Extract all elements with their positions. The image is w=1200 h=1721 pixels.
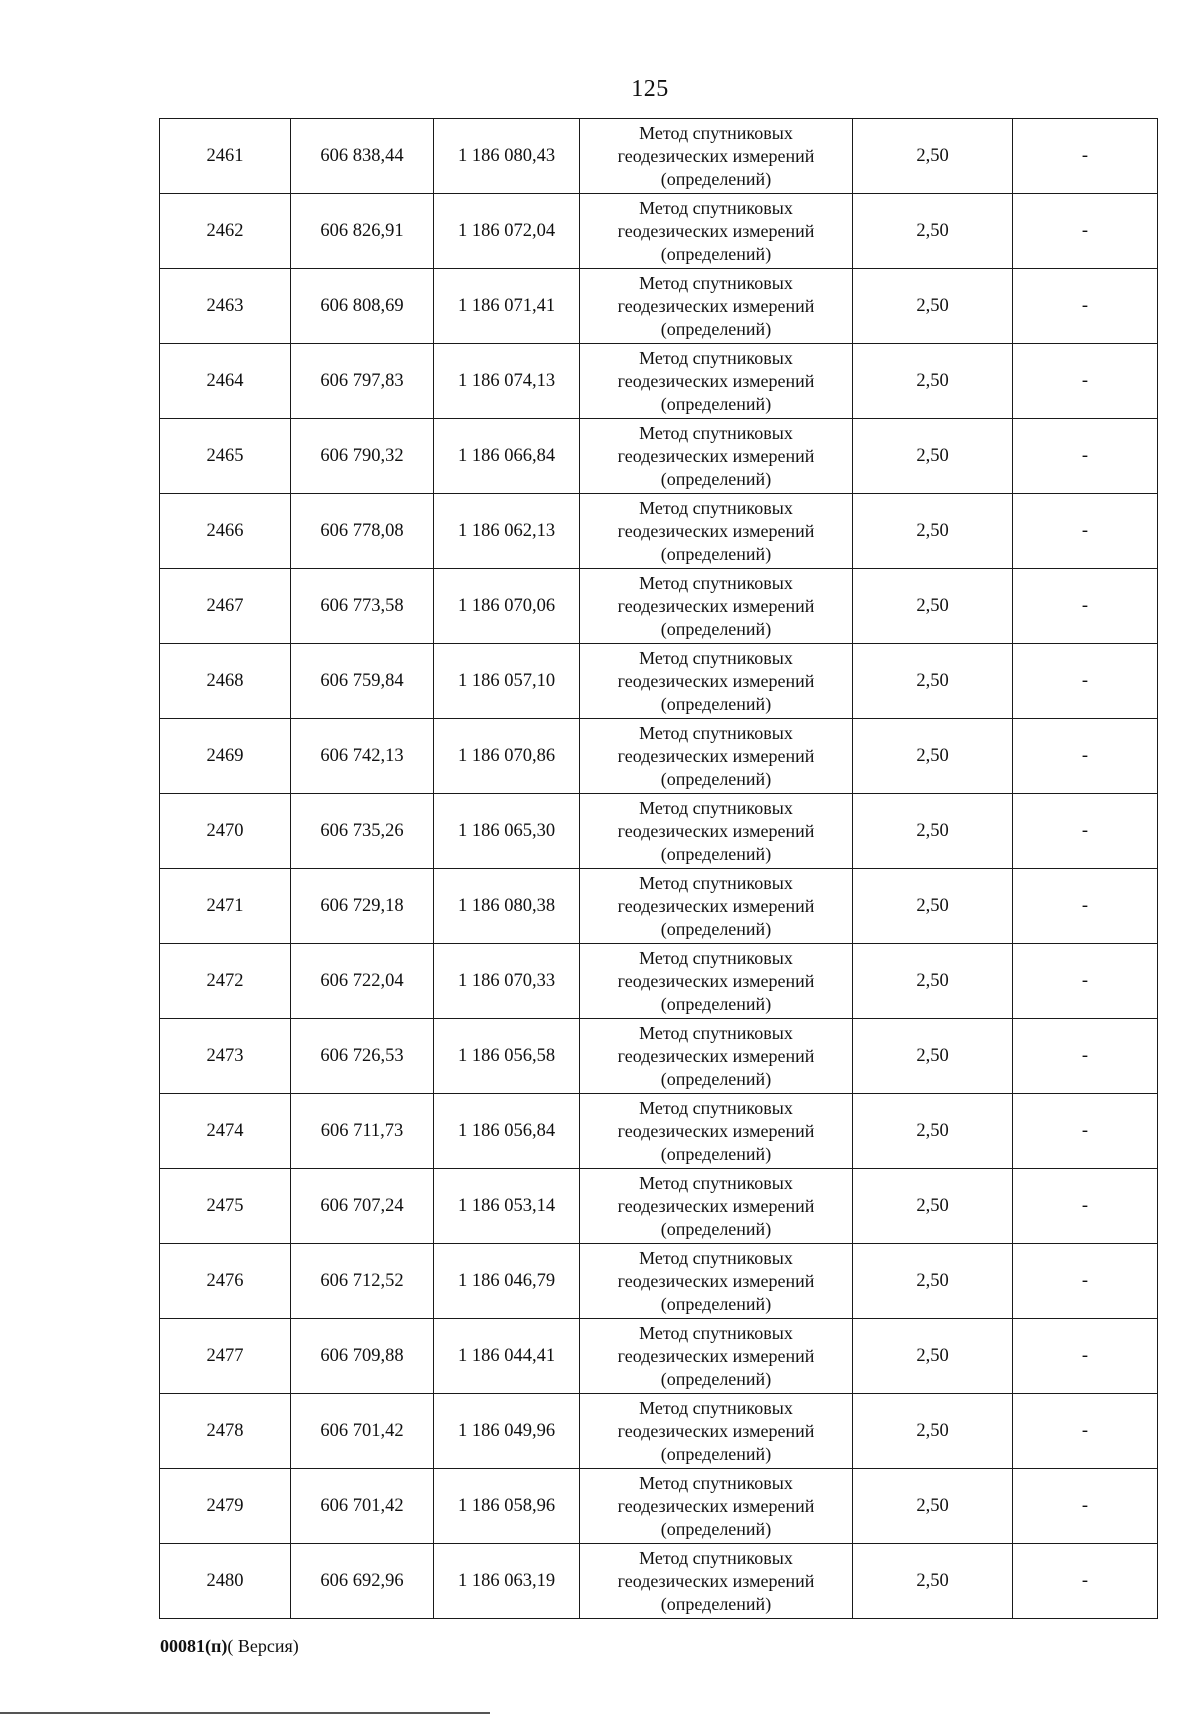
method-line: (определений) [660, 843, 772, 864]
note-cell: - [1013, 1019, 1158, 1094]
method-cell [580, 794, 853, 869]
method-line: геодезических измерений [617, 820, 815, 841]
note-cell: - [1013, 1544, 1158, 1619]
y-coordinate-cell: 1 186 065,30 [434, 794, 580, 869]
note-cell: - [1013, 869, 1158, 944]
y-coordinate-cell: 1 186 049,96 [434, 1394, 580, 1469]
method-line: Метод спутниковых [639, 1247, 793, 1268]
table-row [160, 194, 1158, 269]
table-row [160, 1469, 1158, 1544]
x-coordinate-cell: 606 778,08 [291, 494, 434, 569]
x-coordinate-cell: 606 701,42 [291, 1394, 434, 1469]
coordinates-table-body [160, 119, 1158, 1619]
method-cell [580, 194, 853, 269]
y-coordinate-cell: 1 186 057,10 [434, 644, 580, 719]
method-line: геодезических измерений [617, 1120, 815, 1141]
document-version: ( Версия) [227, 1636, 299, 1656]
method-line: (определений) [660, 1143, 772, 1164]
method-line: Метод спутниковых [639, 122, 793, 143]
method-cell [580, 944, 853, 1019]
accuracy-cell: 2,50 [853, 194, 1013, 269]
accuracy-cell: 2,50 [853, 944, 1013, 1019]
y-coordinate-cell: 1 186 072,04 [434, 194, 580, 269]
method-cell [580, 119, 853, 194]
method-line: геодезических измерений [617, 1270, 815, 1291]
method-line: (определений) [660, 1518, 772, 1539]
accuracy-cell: 2,50 [853, 1094, 1013, 1169]
y-coordinate-cell: 1 186 056,84 [434, 1094, 580, 1169]
method-line: Метод спутниковых [639, 422, 793, 443]
table-row [160, 1244, 1158, 1319]
y-coordinate-cell: 1 186 074,13 [434, 344, 580, 419]
method-line: Метод спутниковых [639, 722, 793, 743]
method-line: Метод спутниковых [639, 647, 793, 668]
accuracy-cell: 2,50 [853, 869, 1013, 944]
method-line: геодезических измерений [617, 145, 815, 166]
y-coordinate-cell: 1 186 063,19 [434, 1544, 580, 1619]
method-line: геодезических измерений [617, 970, 815, 991]
method-line: Метод спутниковых [639, 1097, 793, 1118]
x-coordinate-cell: 606 790,32 [291, 419, 434, 494]
accuracy-cell: 2,50 [853, 644, 1013, 719]
method-line: геодезических измерений [617, 1345, 815, 1366]
point-number-cell: 2467 [160, 569, 291, 644]
method-line: (определений) [660, 1218, 772, 1239]
method-line: геодезических измерений [617, 220, 815, 241]
method-line: Метод спутниковых [639, 947, 793, 968]
point-number-cell: 2465 [160, 419, 291, 494]
table-row [160, 344, 1158, 419]
accuracy-cell: 2,50 [853, 1019, 1013, 1094]
note-cell: - [1013, 719, 1158, 794]
method-line: (определений) [660, 918, 772, 939]
table-row [160, 944, 1158, 1019]
point-number-cell: 2466 [160, 494, 291, 569]
note-cell: - [1013, 494, 1158, 569]
accuracy-cell: 2,50 [853, 794, 1013, 869]
method-line: геодезических измерений [617, 1495, 815, 1516]
y-coordinate-cell: 1 186 070,86 [434, 719, 580, 794]
method-cell [580, 419, 853, 494]
x-coordinate-cell: 606 729,18 [291, 869, 434, 944]
note-cell: - [1013, 794, 1158, 869]
accuracy-cell: 2,50 [853, 344, 1013, 419]
table-row [160, 1319, 1158, 1394]
note-cell: - [1013, 1469, 1158, 1544]
x-coordinate-cell: 606 773,58 [291, 569, 434, 644]
x-coordinate-cell: 606 742,13 [291, 719, 434, 794]
note-cell: - [1013, 569, 1158, 644]
accuracy-cell: 2,50 [853, 1244, 1013, 1319]
page-number: 125 [631, 76, 669, 102]
table-row [160, 269, 1158, 344]
y-coordinate-cell: 1 186 066,84 [434, 419, 580, 494]
x-coordinate-cell: 606 726,53 [291, 1019, 434, 1094]
point-number-cell: 2472 [160, 944, 291, 1019]
x-coordinate-cell: 606 797,83 [291, 344, 434, 419]
table-row [160, 1544, 1158, 1619]
method-cell [580, 644, 853, 719]
method-cell [580, 869, 853, 944]
accuracy-cell: 2,50 [853, 569, 1013, 644]
point-number-cell: 2461 [160, 119, 291, 194]
point-number-cell: 2462 [160, 194, 291, 269]
note-cell: - [1013, 644, 1158, 719]
accuracy-cell: 2,50 [853, 119, 1013, 194]
note-cell: - [1013, 419, 1158, 494]
point-number-cell: 2473 [160, 1019, 291, 1094]
method-line: (определений) [660, 993, 772, 1014]
method-line: Метод спутниковых [639, 1172, 793, 1193]
note-cell: - [1013, 269, 1158, 344]
method-line: (определений) [660, 468, 772, 489]
note-cell: - [1013, 119, 1158, 194]
method-line: геодезических измерений [617, 745, 815, 766]
method-line: Метод спутниковых [639, 872, 793, 893]
x-coordinate-cell: 606 711,73 [291, 1094, 434, 1169]
method-line: геодезических измерений [617, 670, 815, 691]
method-line: (определений) [660, 168, 772, 189]
table-row [160, 569, 1158, 644]
table-row [160, 1394, 1158, 1469]
table-row [160, 119, 1158, 194]
accuracy-cell: 2,50 [853, 1169, 1013, 1244]
point-number-cell: 2476 [160, 1244, 291, 1319]
method-line: Метод спутниковых [639, 1397, 793, 1418]
method-cell [580, 1094, 853, 1169]
point-number-cell: 2464 [160, 344, 291, 419]
x-coordinate-cell: 606 808,69 [291, 269, 434, 344]
accuracy-cell: 2,50 [853, 494, 1013, 569]
table-row [160, 644, 1158, 719]
method-line: (определений) [660, 1068, 772, 1089]
method-line: геодезических измерений [617, 1045, 815, 1066]
note-cell: - [1013, 1169, 1158, 1244]
point-number-cell: 2480 [160, 1544, 291, 1619]
accuracy-cell: 2,50 [853, 1394, 1013, 1469]
x-coordinate-cell: 606 826,91 [291, 194, 434, 269]
accuracy-cell: 2,50 [853, 419, 1013, 494]
table-row [160, 869, 1158, 944]
y-coordinate-cell: 1 186 053,14 [434, 1169, 580, 1244]
method-cell [580, 269, 853, 344]
method-line: (определений) [660, 768, 772, 789]
method-cell [580, 1244, 853, 1319]
method-line: (определений) [660, 393, 772, 414]
x-coordinate-cell: 606 709,88 [291, 1319, 434, 1394]
point-number-cell: 2475 [160, 1169, 291, 1244]
y-coordinate-cell: 1 186 056,58 [434, 1019, 580, 1094]
method-cell [580, 1319, 853, 1394]
point-number-cell: 2470 [160, 794, 291, 869]
point-number-cell: 2471 [160, 869, 291, 944]
method-line: геодезических измерений [617, 595, 815, 616]
point-number-cell: 2469 [160, 719, 291, 794]
note-cell: - [1013, 1319, 1158, 1394]
note-cell: - [1013, 1094, 1158, 1169]
x-coordinate-cell: 606 838,44 [291, 119, 434, 194]
method-line: Метод спутниковых [639, 572, 793, 593]
method-line: Метод спутниковых [639, 347, 793, 368]
x-coordinate-cell: 606 735,26 [291, 794, 434, 869]
method-line: Метод спутниковых [639, 197, 793, 218]
method-line: (определений) [660, 693, 772, 714]
method-line: Метод спутниковых [639, 497, 793, 518]
method-cell [580, 1169, 853, 1244]
note-cell: - [1013, 1244, 1158, 1319]
y-coordinate-cell: 1 186 071,41 [434, 269, 580, 344]
accuracy-cell: 2,50 [853, 269, 1013, 344]
method-cell [580, 1469, 853, 1544]
method-line: (определений) [660, 243, 772, 264]
method-line: геодезических измерений [617, 520, 815, 541]
accuracy-cell: 2,50 [853, 1469, 1013, 1544]
method-cell [580, 344, 853, 419]
y-coordinate-cell: 1 186 070,33 [434, 944, 580, 1019]
method-line: (определений) [660, 1593, 772, 1614]
method-line: геодезических измерений [617, 295, 815, 316]
table-row [160, 1094, 1158, 1169]
method-line: геодезических измерений [617, 445, 815, 466]
method-cell [580, 569, 853, 644]
method-line: геодезических измерений [617, 1570, 815, 1591]
document-code: 00081(п) [160, 1636, 228, 1656]
y-coordinate-cell: 1 186 062,13 [434, 494, 580, 569]
method-line: Метод спутниковых [639, 272, 793, 293]
method-line: (определений) [660, 318, 772, 339]
method-line: геодезических измерений [617, 1420, 815, 1441]
table-row [160, 419, 1158, 494]
method-line: Метод спутниковых [639, 797, 793, 818]
y-coordinate-cell: 1 186 080,38 [434, 869, 580, 944]
accuracy-cell: 2,50 [853, 1319, 1013, 1394]
method-line: Метод спутниковых [639, 1322, 793, 1343]
method-cell [580, 494, 853, 569]
point-number-cell: 2468 [160, 644, 291, 719]
method-line: (определений) [660, 1443, 772, 1464]
x-coordinate-cell: 606 759,84 [291, 644, 434, 719]
note-cell: - [1013, 344, 1158, 419]
note-cell: - [1013, 1394, 1158, 1469]
method-line: (определений) [660, 1368, 772, 1389]
accuracy-cell: 2,50 [853, 1544, 1013, 1619]
point-number-cell: 2479 [160, 1469, 291, 1544]
method-line: Метод спутниковых [639, 1547, 793, 1568]
method-line: (определений) [660, 543, 772, 564]
method-line: геодезических измерений [617, 895, 815, 916]
x-coordinate-cell: 606 722,04 [291, 944, 434, 1019]
point-number-cell: 2463 [160, 269, 291, 344]
method-cell [580, 1019, 853, 1094]
x-coordinate-cell: 606 692,96 [291, 1544, 434, 1619]
x-coordinate-cell: 606 707,24 [291, 1169, 434, 1244]
method-line: геодезических измерений [617, 370, 815, 391]
method-line: (определений) [660, 618, 772, 639]
y-coordinate-cell: 1 186 080,43 [434, 119, 580, 194]
document-footer [160, 1636, 299, 1657]
accuracy-cell: 2,50 [853, 719, 1013, 794]
table-row [160, 494, 1158, 569]
bottom-divider [0, 1712, 490, 1714]
point-number-cell: 2477 [160, 1319, 291, 1394]
table-row [160, 1019, 1158, 1094]
coordinates-table [159, 118, 1158, 1619]
x-coordinate-cell: 606 712,52 [291, 1244, 434, 1319]
x-coordinate-cell: 606 701,42 [291, 1469, 434, 1544]
table-row [160, 719, 1158, 794]
y-coordinate-cell: 1 186 070,06 [434, 569, 580, 644]
method-cell [580, 1394, 853, 1469]
method-line: Метод спутниковых [639, 1472, 793, 1493]
method-cell [580, 719, 853, 794]
note-cell: - [1013, 944, 1158, 1019]
y-coordinate-cell: 1 186 046,79 [434, 1244, 580, 1319]
y-coordinate-cell: 1 186 058,96 [434, 1469, 580, 1544]
table-row [160, 794, 1158, 869]
table-row [160, 1169, 1158, 1244]
point-number-cell: 2478 [160, 1394, 291, 1469]
method-line: Метод спутниковых [639, 1022, 793, 1043]
point-number-cell: 2474 [160, 1094, 291, 1169]
method-line: (определений) [660, 1293, 772, 1314]
note-cell: - [1013, 194, 1158, 269]
method-line: геодезических измерений [617, 1195, 815, 1216]
y-coordinate-cell: 1 186 044,41 [434, 1319, 580, 1394]
method-cell [580, 1544, 853, 1619]
